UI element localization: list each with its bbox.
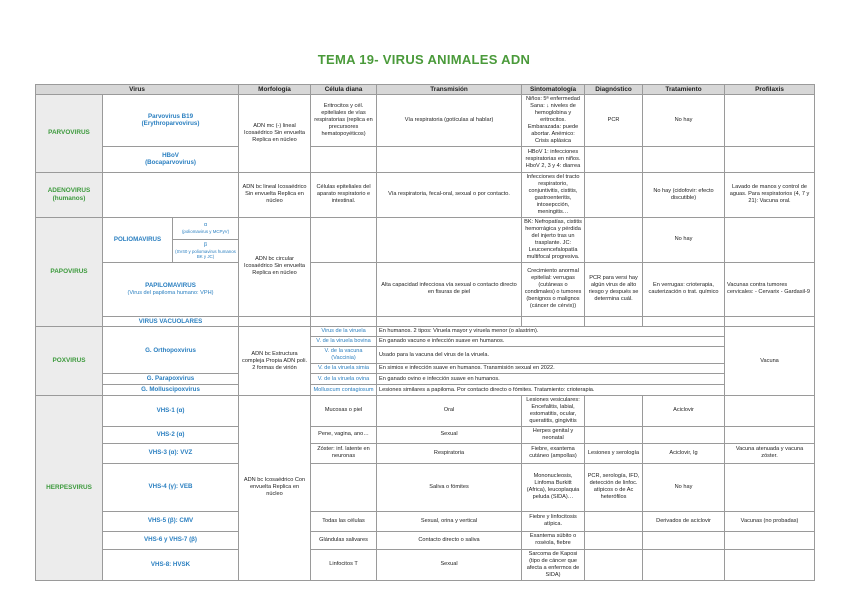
subgroup: (poliomavirus y MCPyV)	[181, 229, 230, 235]
pox-virus-desc: En simios e infección suave en humanos. Transmisión sexual en 2022.	[377, 364, 725, 374]
empty-cell	[725, 316, 815, 327]
virus-name: PAPILOMAVIRUS	[145, 281, 196, 289]
sintomatologia-vhs5: Fiebre y linfocitosis atípica.	[522, 511, 585, 531]
vhs2: VHS-2 (α)	[103, 426, 239, 443]
sintomatologia-vhs8: Sarcoma de Kaposi (tipo de cáncer que afecta a enfermos de SIDA)	[522, 549, 585, 580]
empty-cell	[725, 463, 815, 511]
family-name: ADENOVIRUS	[47, 186, 91, 194]
empty-cell	[311, 316, 377, 327]
transmision-hbov	[377, 146, 522, 172]
diagnostico-vhs4: PCR, serología, IFD, detección de linfoc. atípicos o de Ac heterófilos	[585, 463, 643, 511]
page-title: TEMA 19- VIRUS ANIMALES ADN	[317, 52, 531, 67]
sintomatologia-vhs1: Lesiones vesiculares: Encefalitis, labial, estomatitis, ocular, queratitis, gingivitis	[522, 395, 585, 426]
vhs6-7: VHS-6 y VHS-7 (β)	[103, 531, 239, 549]
transmision-vhs2: Sexual	[377, 426, 522, 443]
sintomatologia-vhs4: Mononucleosis, Linfoma Burkitt (Africa), leucoplaquia peluda (SIDA)…	[522, 463, 585, 511]
virus-sub: (Virus del papiloma humano: VPH)	[127, 289, 214, 296]
transmision-polio	[377, 217, 522, 262]
transmision-vhs67: Contacto directo o saliva	[377, 531, 522, 549]
morfologia-pox: ADN bc Estructura compleja Propia ADN poli. 2 formas de virión	[239, 327, 311, 395]
empty-cell	[725, 426, 815, 443]
empty-cell	[522, 316, 585, 327]
sintomatologia-adeno: Infecciones del tracto respiratorio, conjuntivitis, cistitis, gastroenteritis, intosepcción, meningitis…	[522, 172, 585, 217]
celula-diana-polio	[311, 217, 377, 262]
profilaxis-b19	[725, 95, 815, 147]
transmision-b19: Vía respiratoria (gotículas al hablar)	[377, 95, 522, 147]
pox-virus-desc: En humanos. 2 tipos: Viruela mayor y viruela menor (o alastrim).	[377, 327, 725, 337]
sintomatologia-b19: Niños: 5ª enfermedad Sana: ↓ niveles de hemoglobina y eritrocitos. Embarazada: puede abortar. Anémico: Crisis aplásica	[522, 95, 585, 147]
empty-cell	[643, 549, 725, 580]
family-parvovirus: PARVOVIRUS	[36, 95, 103, 173]
header-celula-diana: Célula diana	[311, 85, 377, 95]
diagnostico-vhs3: Lesiones y serología	[585, 443, 643, 463]
celula-diana-hbov	[311, 146, 377, 172]
diagnostico-papi: PCR para versi hay algún virus de alto riesgo y después se determina cuál.	[585, 262, 643, 316]
pox-virus-name: V. de la viruela simia	[311, 364, 377, 374]
tratamiento-papi: En verrugas: crioterapia, cauterización o trat. químico	[643, 262, 725, 316]
empty-cell	[725, 531, 815, 549]
family-sub: (humanos)	[52, 194, 86, 202]
celula-diana-adeno: Células epiteliales del aparato respiratorio e intestinal.	[311, 172, 377, 217]
header-row	[36, 85, 815, 95]
empty-cell	[585, 531, 643, 549]
diagnostico-polio	[585, 217, 643, 262]
virus-vacuolares: VIRUS VACUOLARES	[103, 316, 239, 327]
celula-diana-vhs67: Glándulas salivares	[311, 531, 377, 549]
morfologia-adeno: ADN bc lineal Icosaédrico Sin envuelta Replica en núcleo	[239, 172, 311, 217]
empty-cell	[725, 146, 815, 172]
celula-diana-vhs3: Zóster: inf. latente en neuronas	[311, 443, 377, 463]
empty-cell	[643, 146, 725, 172]
celula-diana-vhs2: Pene, vagina, ano…	[311, 426, 377, 443]
morfologia-herpes: ADN bc Icosaédrico Con envuelta Replica en núcleo	[239, 395, 311, 580]
adenovirus-virus	[103, 172, 239, 217]
profilaxis-papi: Vacunas contra tumores cervicales: - Cervarix - Gardasil-9	[725, 262, 815, 316]
diagnostico-b19: PCR	[585, 95, 643, 147]
celula-diana-b19: Eritrocitos y cél. epiteliales de vías respiratorias (replica en precursores hematopoyéticos)	[311, 95, 377, 147]
family-herpesvirus: HERPESVIRUS	[36, 395, 103, 580]
header-morfologia: Morfología	[239, 85, 311, 95]
vhs8: VHS-8: HVSK	[103, 549, 239, 580]
virus-name: Parvovirus B19	[147, 112, 194, 120]
transmision-vhs4: Saliva o fómites	[377, 463, 522, 511]
virus-table	[35, 84, 815, 581]
tratamiento-b19: No hay	[643, 95, 725, 147]
header-profilaxis: Profilaxis	[725, 85, 815, 95]
empty-cell	[585, 146, 643, 172]
molluscipoxvirus: G. Molluscipoxvirus	[103, 385, 239, 396]
profilaxis-pox: Vacuna	[725, 327, 815, 395]
vhs1: VHS-1 (α)	[103, 395, 239, 426]
header-tratamiento: Tratamiento	[643, 85, 725, 95]
sintomatologia-papi: Crecimiento anormal epitelial: verrugas (cutáneas o condimales) o tumores (benignos o malignos (cáncer de cérvix))	[522, 262, 585, 316]
transmision-adeno: Vía respiratoria, fecal-oral, sexual o por contacto.	[377, 172, 522, 217]
sintomatologia-polio: BK: Nefropatías, cistitis hemorrágica y pérdida del injerto tras un trasplante. JC: Leucoencefalopatía multifocal progresiva.	[522, 217, 585, 262]
empty-cell	[585, 426, 643, 443]
subgroup: (SV40 y poliomavirus humanos BK y JC)	[175, 248, 236, 260]
profilaxis-adeno: Lavado de manos y control de aguas. Para respiratorios (4, 7 y 21): Vacuna oral.	[725, 172, 815, 217]
transmision-vhs8: Sexual	[377, 549, 522, 580]
vhs3: VHS-3 (α): VVZ	[103, 443, 239, 463]
hbov	[103, 146, 239, 172]
transmision-vhs5: Sexual, orina y vertical	[377, 511, 522, 531]
empty-cell	[585, 395, 643, 426]
header-diagnostico: Diagnóstico	[585, 85, 643, 95]
profilaxis-polio	[725, 217, 815, 262]
papilomavirus	[103, 262, 239, 316]
celula-diana-vhs8: Linfocitos T	[311, 549, 377, 580]
transmision-vhs3: Respiratoria	[377, 443, 522, 463]
empty-cell	[585, 316, 643, 327]
parapoxvirus: G. Parapoxvirus	[103, 374, 239, 385]
poliomavirus: POLIOMAVIRUS	[103, 217, 173, 262]
pox-virus-desc: Usado para la vacuna del virus de la viruela.	[377, 347, 725, 364]
pox-virus-name: V. de la vacuna (Vaccinia)	[311, 347, 377, 364]
profilaxis-vhs5: Vacunas (no probadas)	[725, 511, 815, 531]
vhs4: VHS-4 (γ): VEB	[103, 463, 239, 511]
celula-diana-vhs5: Todas las células	[311, 511, 377, 531]
greek-label: β	[203, 241, 208, 248]
pox-virus-name: V. de la viruela bovina	[311, 337, 377, 347]
tratamiento-polio: No hay	[643, 217, 725, 262]
tratamiento-vhs5: Derivados de aciclovir	[643, 511, 725, 531]
pox-virus-desc: Lesiones similares a papiloma. Por contacto directo o fómites. Tratamiento: crioterapia.	[377, 385, 725, 396]
empty-cell	[725, 395, 815, 426]
empty-cell	[377, 316, 522, 327]
empty-cell	[725, 549, 815, 580]
transmision-vhs1: Oral	[377, 395, 522, 426]
pox-virus-desc: En ganado ovino e infección suave en humanos.	[377, 374, 725, 385]
greek-label: α	[203, 222, 208, 229]
virus-genus: (Erythroparvovirus)	[141, 120, 200, 128]
virus-name: HBoV	[162, 151, 179, 159]
pox-virus-name: Molluscum contagiosum	[311, 385, 377, 396]
family-papovirus: PAPOVIRUS	[36, 217, 103, 327]
poliomavirus-beta	[173, 240, 239, 262]
empty-cell	[585, 511, 643, 531]
transmision-papi: Alta capacidad infecciosa vía sexual o contacto directo en fisuras de piel	[377, 262, 522, 316]
empty-cell	[643, 426, 725, 443]
empty-cell	[643, 531, 725, 549]
tratamiento-adeno: No hay (cidofovir: efecto discutible)	[643, 172, 725, 217]
sintomatologia-vhs3: Fiebre, exantema cutáneo (ampollas)	[522, 443, 585, 463]
family-adenovirus	[36, 172, 103, 217]
morfologia-papo: ADN bc circular Icosaédrico Sin envuelta Replica en núcleo	[239, 217, 311, 316]
header-transmision: Transmisión	[377, 85, 522, 95]
pox-virus-desc: En ganado vacuno e infección suave en humanos.	[377, 337, 725, 347]
profilaxis-vhs3: Vacuna atenuada y vacuna zóster.	[725, 443, 815, 463]
sintomatologia-vhs2: Herpes genital y neonatal	[522, 426, 585, 443]
diagnostico-adeno	[585, 172, 643, 217]
parvovirus-b19	[103, 95, 239, 147]
family-poxvirus: POXVIRUS	[36, 327, 103, 395]
poliomavirus-alpha	[173, 217, 239, 239]
celula-diana-vhs1: Mucosas o piel	[311, 395, 377, 426]
pox-virus-name: Virus de la viruela	[311, 327, 377, 337]
celula-diana-vhs4	[311, 463, 377, 511]
sintomatologia-hbov: HBoV 1: infecciones respiratorias en niños. HboV 2, 3 y 4: diarrea	[522, 146, 585, 172]
virus-genus: (Bocaparvovirus)	[145, 159, 196, 167]
vhs5: VHS-5 (β): CMV	[103, 511, 239, 531]
orthopoxvirus: G. Orthopoxvirus	[103, 327, 239, 374]
tratamiento-vhs3: Aciclovir, Ig	[643, 443, 725, 463]
celula-diana-papi	[311, 262, 377, 316]
morfologia-parvo: ADN mc (-) lineal Icosaédrico Sin envuelta Replica en núcleo	[239, 95, 311, 173]
empty-cell	[643, 316, 725, 327]
tratamiento-vhs1: Aciclovir	[643, 395, 725, 426]
header-virus: Virus	[36, 85, 239, 95]
sintomatologia-vhs67: Exantema súbito o roséola, fiebre	[522, 531, 585, 549]
empty-cell	[585, 549, 643, 580]
empty-cell	[239, 316, 311, 327]
header-sintomatologia: Sintomatología	[522, 85, 585, 95]
pox-virus-name: V. de la viruela ovina	[311, 374, 377, 385]
tratamiento-vhs4: No hay	[643, 463, 725, 511]
